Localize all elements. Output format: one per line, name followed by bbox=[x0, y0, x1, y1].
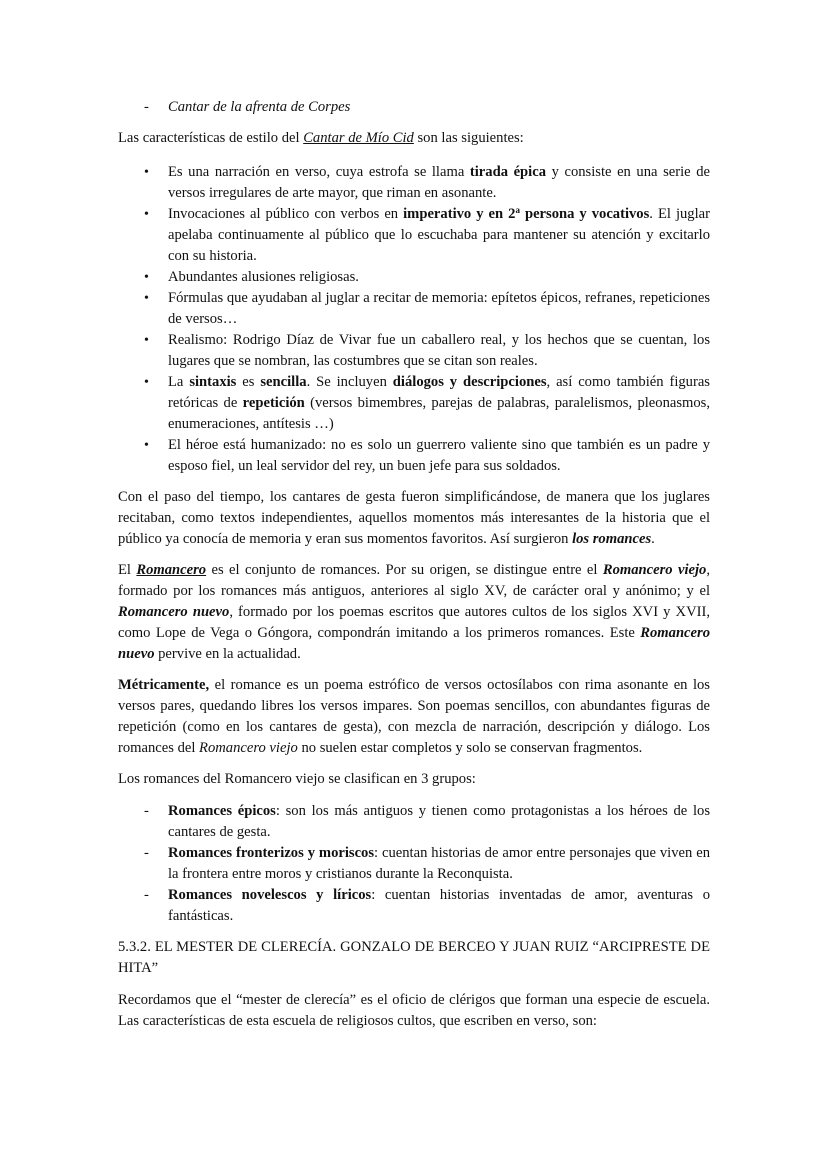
groups-intro-paragraph: Los romances del Romancero viejo se clasifican en 3 grupos: bbox=[118, 771, 476, 787]
romancero-paragraph: El Romancero es el conjunto de romances. Por su origen, se distingue entre el Romancero viejo, formado por los romances más antiguos, anteriores al siglo XV, de carácter oral y anónimo; y el Romancero nuevo, formado por los poemas escritos que autores cultos de los siglos XVI y XVII, como Lope de Vega o Góngora, compondrán imitando a los primeros romances. Este Romancero nuevo pervive en la actualidad. bbox=[118, 562, 710, 662]
list-item: • Realismo: Rodrigo Díaz de Vivar fue un caballero real, y los hechos que se cuentan, los lugares que se nombran, las costumbres que se citan son reales. bbox=[118, 330, 710, 372]
list-item: - Romances épicos: son los más antiguos y tienen como protagonistas a los héroes de los cantares de gesta. bbox=[118, 801, 710, 843]
metrica-paragraph: Métricamente, el romance es un poema estrófico de versos octosílabos con rima asonante en los versos pares, quedando libres los versos impares. Son poemas sencillos, con abundantes figuras de repetición (como en los cantares de gesta), con mezcla de narración, descripción y diálogo. Los romances del Romancero viejo no suelen estar completos y solo se conservan fragmentos. bbox=[118, 677, 710, 756]
style-intro-paragraph: Las características de estilo del Cantar de Mío Cid son las siguientes: bbox=[118, 130, 524, 146]
style-features-list bbox=[118, 162, 710, 477]
document-content bbox=[118, 97, 710, 1032]
section-heading: 5.3.2. EL MESTER DE CLERECÍA. GONZALO DE BERCEO Y JUAN RUIZ “ARCIPRESTE DE HITA” bbox=[118, 939, 710, 976]
list-item: - Romances novelescos y líricos: cuentan historias inventadas de amor, aventuras o fantásticas. bbox=[118, 885, 710, 927]
list-item: • La sintaxis es sencilla. Se incluyen diálogos y descripciones, así como también figuras retóricas de repetición (versos bimembres, parejas de palabras, paralelismos, pleonasmos, enumeraciones, antítesis …) bbox=[118, 372, 710, 435]
list-item: • Abundantes alusiones religiosas. bbox=[118, 267, 710, 288]
list-item: • El héroe está humanizado: no es solo un guerrero valiente sino que también es un padre y esposo fiel, un leal servidor del rey, un buen jefe para sus soldados. bbox=[118, 435, 710, 477]
list-item: - Cantar de la afrenta de Corpes bbox=[118, 97, 710, 118]
clerecia-paragraph: Recordamos que el “mester de clerecía” es el oficio de clérigos que forman una especie de escuela. Las características de esta escuela de religiosos cultos, que escriben en verso, son: bbox=[118, 992, 710, 1029]
romance-groups-list bbox=[118, 801, 710, 927]
cantar-parts-list bbox=[118, 97, 710, 118]
work-title: Cantar de Mío Cid bbox=[303, 130, 414, 146]
list-item: • Invocaciones al público con verbos en imperativo y en 2$^a$ persona y vocativos. El juglar apelaba continuamente al público que lo escuchaba para mantener su atención y excitarlo con su historia. bbox=[118, 204, 710, 267]
list-item: • Es una narración en verso, cuya estrofa se llama tirada épica y consiste en una serie de versos irregulares de arte mayor, que riman en asonante. bbox=[118, 162, 710, 204]
cantares-paragraph: Con el paso del tiempo, los cantares de gesta fueron simplificándose, de manera que los juglares recitaban, como textos independientes, aquellos momentos más interesantes de la historia que el público ya conocía de memoria y eran sus momentos favoritos. Así surgieron los romances. bbox=[118, 489, 710, 547]
list-item: - Romances fronterizos y moriscos: cuentan historias de amor entre personajes que viven en la frontera entre moros y cristianos durante la Reconquista. bbox=[118, 843, 710, 885]
list-item: • Fórmulas que ayudaban al juglar a recitar de memoria: epítetos épicos, refranes, repeticiones de versos… bbox=[118, 288, 710, 330]
